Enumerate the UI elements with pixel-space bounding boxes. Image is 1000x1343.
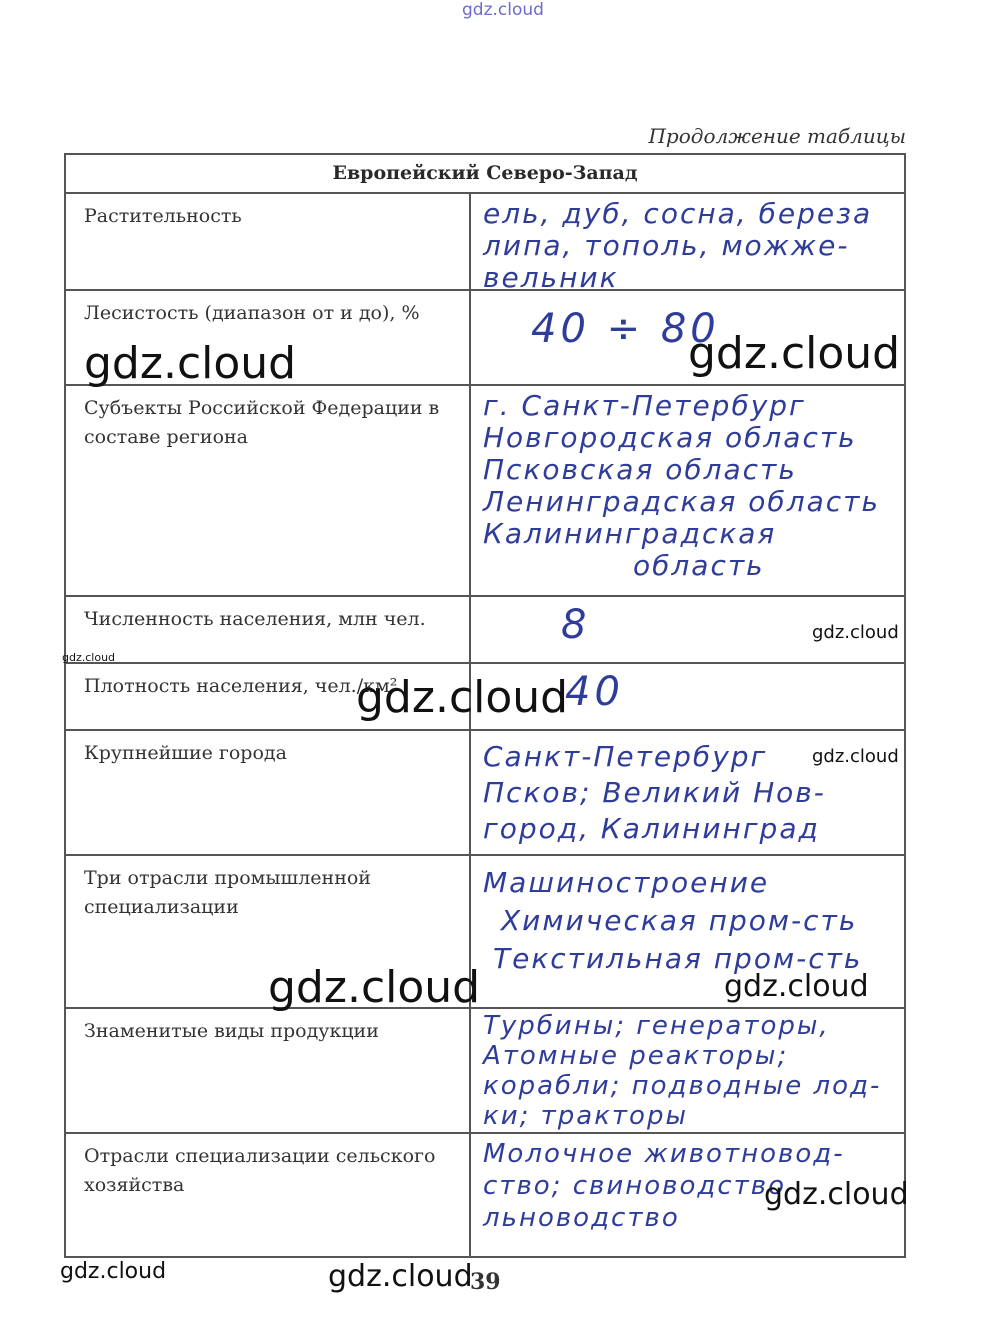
watermark: gdz.cloud bbox=[62, 651, 116, 664]
handwritten-answer-line: Молочное животновод- bbox=[483, 1139, 845, 1169]
table-row-population bbox=[66, 597, 904, 664]
handwritten-answer-line: 8 bbox=[561, 602, 591, 648]
answer-cell bbox=[471, 1009, 904, 1132]
row-label: Три отрасли промышленной специализации bbox=[66, 856, 471, 1007]
watermark: gdz.cloud bbox=[328, 1259, 473, 1294]
handwritten-answer-line: Атомные реакторы; bbox=[483, 1041, 789, 1071]
table-header: Европейский Северо-Запад bbox=[66, 155, 904, 194]
watermark: gdz.cloud bbox=[268, 962, 481, 1013]
handwritten-answer-line: 40 ÷ 80 bbox=[531, 306, 720, 352]
handwritten-answer-line: вельник bbox=[483, 261, 619, 294]
handwritten-answer-line: Химическая пром-сть bbox=[501, 904, 858, 937]
handwritten-answer-line: корабли; подводные лод- bbox=[483, 1071, 882, 1101]
table-row-largest-cities bbox=[66, 731, 904, 856]
handwritten-answer-line: ель, дуб, сосна, береза bbox=[483, 197, 873, 230]
row-label: Плотность населения, чел./км² bbox=[66, 664, 471, 729]
handwritten-answer-line: город, Калининград bbox=[483, 812, 820, 845]
handwritten-answer-line: г. Санкт-Петербург bbox=[483, 389, 806, 422]
watermark: gdz.cloud bbox=[812, 746, 899, 767]
row-label: Лесистость (диапазон от и до), % bbox=[66, 291, 471, 384]
handwritten-answer-line: Псков; Великий Нов- bbox=[483, 776, 826, 809]
row-label: Растительность bbox=[66, 194, 471, 289]
watermark: gdz.cloud bbox=[60, 1259, 167, 1284]
row-label: Численность населения, млн чел. bbox=[66, 597, 471, 662]
watermark: gdz.cloud bbox=[688, 328, 901, 379]
answer-cell bbox=[471, 386, 904, 595]
row-label: Субъекты Российской Федерации в составе региона bbox=[66, 386, 471, 595]
row-label: Отрасли специализации сельского хозяйства bbox=[66, 1134, 471, 1256]
handwritten-answer-line: Ленинградская область bbox=[483, 485, 880, 518]
watermark: gdz.cloud bbox=[812, 622, 899, 643]
row-label: Знаменитые виды продукции bbox=[66, 1009, 471, 1132]
answer-cell bbox=[471, 194, 904, 294]
watermark: gdz.cloud bbox=[356, 672, 569, 723]
handwritten-answer-line: 40 bbox=[565, 669, 624, 715]
handwritten-answer-line: Новгородская область bbox=[483, 421, 857, 454]
handwritten-answer-line: ки; тракторы bbox=[483, 1101, 688, 1131]
handwritten-answer-line: Текстильная пром-сть bbox=[493, 942, 863, 975]
handwritten-answer-line: Машиностроение bbox=[483, 866, 770, 899]
watermark: gdz.cloud bbox=[764, 1177, 909, 1212]
table-row-vegetation bbox=[66, 194, 904, 294]
handwritten-answer-line: область bbox=[633, 549, 765, 582]
handwritten-answer-line: липа, тополь, можже- bbox=[483, 229, 850, 262]
page-number: 39 bbox=[470, 1269, 501, 1295]
watermark-top: gdz.cloud bbox=[462, 0, 544, 20]
watermark: gdz.cloud bbox=[724, 969, 869, 1004]
handwritten-answer-line: Санкт-Петербург bbox=[483, 740, 768, 773]
handwritten-answer-line: Калининградская bbox=[483, 517, 777, 550]
watermark: gdz.cloud bbox=[84, 338, 297, 389]
table-row-famous-products bbox=[66, 1009, 904, 1134]
handwritten-answer-line: Псковская область bbox=[483, 453, 797, 486]
row-label: Крупнейшие города bbox=[66, 731, 471, 854]
handwritten-answer-line: льноводство bbox=[483, 1203, 680, 1233]
handwritten-answer-line: ство; свиноводство bbox=[483, 1171, 786, 1201]
table-row-federal-subjects bbox=[66, 386, 904, 597]
handwritten-answer-line: Турбины; генераторы, bbox=[483, 1011, 830, 1041]
table-continuation-caption: Продолжение таблицы bbox=[648, 124, 906, 148]
